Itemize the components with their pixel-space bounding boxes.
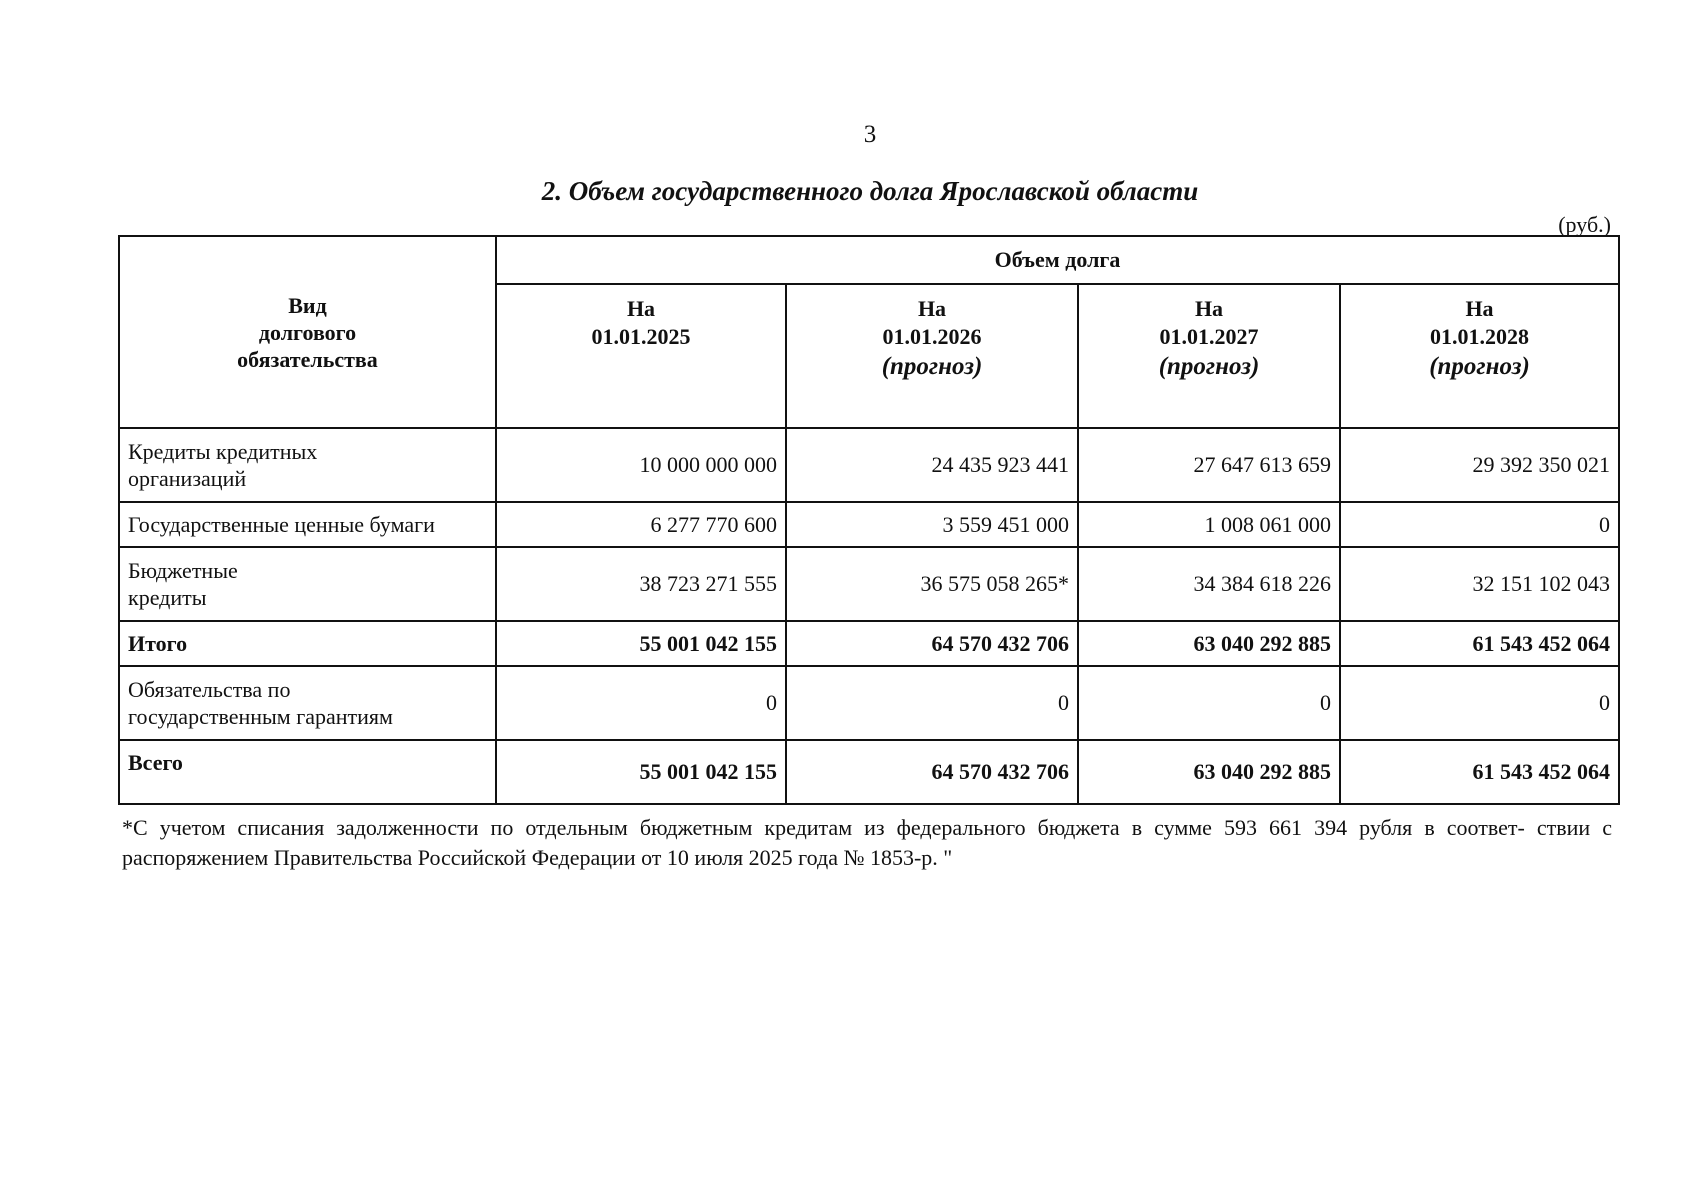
column-header-2026 xyxy=(786,284,1078,428)
page-number: 3 xyxy=(863,121,877,148)
value-cell: 1 008 061 000 xyxy=(1078,502,1340,547)
column-header-2025 xyxy=(496,284,786,428)
column-header-2028 xyxy=(1340,284,1619,428)
debt-kind-header-line: обязательства xyxy=(237,346,378,372)
table-row-budget-credits xyxy=(119,547,1619,621)
value-cell: 38 723 271 555 xyxy=(496,547,786,621)
row-label-cell xyxy=(119,666,496,740)
column-header-date: 01.01.2028 xyxy=(1430,324,1529,349)
column-header-forecast-note: (прогноз) xyxy=(881,353,983,380)
value-cell: 0 xyxy=(1340,502,1619,547)
value-cell: 55 001 042 155 xyxy=(496,740,786,804)
row-label-line: организаций xyxy=(128,466,247,491)
footnote: *С учетом списания задолженности по отдельным бюджетным кредитам из федерального бюджета в сумме 593 661 394 рубля в соответ- ствии с распоряжением Правительства Российской Федерации от 10 июля 2025 года № 1853-р. " xyxy=(122,815,1612,870)
column-header-forecast-note: (прогноз) xyxy=(1158,353,1260,380)
row-label-line: Кредиты кредитных xyxy=(128,439,318,464)
column-header-date: 01.01.2025 xyxy=(591,324,691,349)
value-cell: 61 543 452 064 xyxy=(1340,740,1619,804)
table-row-grand-total xyxy=(119,740,1619,804)
row-label-cell xyxy=(119,740,496,804)
column-header-prefix: На xyxy=(1194,296,1224,321)
column-header-date: 01.01.2026 xyxy=(882,324,982,349)
unit-label: (руб.) xyxy=(1558,212,1611,237)
value-cell: 63 040 292 885 xyxy=(1078,740,1340,804)
row-label-line: Всего xyxy=(128,750,183,775)
document-title: 2. Объем государственного долга Ярославской области xyxy=(541,176,1199,206)
row-label-line: Итого xyxy=(128,631,188,656)
row-label-line: государственным гарантиям xyxy=(128,704,393,729)
table-row-guarantees xyxy=(119,666,1619,740)
value-cell: 0 xyxy=(1078,666,1340,740)
column-header-forecast-note: (прогноз) xyxy=(1429,353,1530,380)
column-header-2027 xyxy=(1078,284,1340,428)
row-label-line: Бюджетные xyxy=(128,558,238,583)
value-cell: 3 559 451 000 xyxy=(786,502,1078,547)
value-cell: 32 151 102 043 xyxy=(1340,547,1619,621)
value-cell: 24 435 923 441 xyxy=(786,428,1078,502)
value-cell: 6 277 770 600 xyxy=(496,502,786,547)
value-cell: 64 570 432 706 xyxy=(786,621,1078,666)
value-cell: 61 543 452 064 xyxy=(1340,621,1619,666)
value-cell: 34 384 618 226 xyxy=(1078,547,1340,621)
debt-kind-header-line: Вид xyxy=(288,292,327,318)
table-row-bank-credits xyxy=(119,428,1619,502)
value-cell: 36 575 058 265* xyxy=(786,547,1078,621)
debt-volume-group-header: Объем долга xyxy=(496,236,1619,284)
row-label-line: Государственные ценные бумаги xyxy=(128,512,435,537)
value-cell: 29 392 350 021 xyxy=(1340,428,1619,502)
row-label-cell xyxy=(119,428,496,502)
debt-kind-header-line: долгового xyxy=(258,319,357,345)
table-row-subtotal xyxy=(119,621,1619,666)
row-label-cell xyxy=(119,502,496,547)
row-label-cell xyxy=(119,621,496,666)
row-label-line: кредиты xyxy=(128,585,207,610)
value-cell: 0 xyxy=(1340,666,1619,740)
column-header-date: 01.01.2027 xyxy=(1159,324,1259,349)
column-header-prefix: На xyxy=(626,296,656,321)
column-header-prefix: На xyxy=(1465,296,1494,321)
row-label-line: Обязательства по xyxy=(128,677,291,702)
debt-volume-table xyxy=(118,235,1620,805)
column-header-prefix: На xyxy=(917,296,947,321)
value-cell: 63 040 292 885 xyxy=(1078,621,1340,666)
value-cell: 64 570 432 706 xyxy=(786,740,1078,804)
value-cell: 0 xyxy=(496,666,786,740)
debt-kind-header xyxy=(119,236,496,428)
value-cell: 10 000 000 000 xyxy=(496,428,786,502)
table-row-securities xyxy=(119,502,1619,547)
value-cell: 55 001 042 155 xyxy=(496,621,786,666)
value-cell: 0 xyxy=(786,666,1078,740)
row-label-cell xyxy=(119,547,496,621)
value-cell: 27 647 613 659 xyxy=(1078,428,1340,502)
